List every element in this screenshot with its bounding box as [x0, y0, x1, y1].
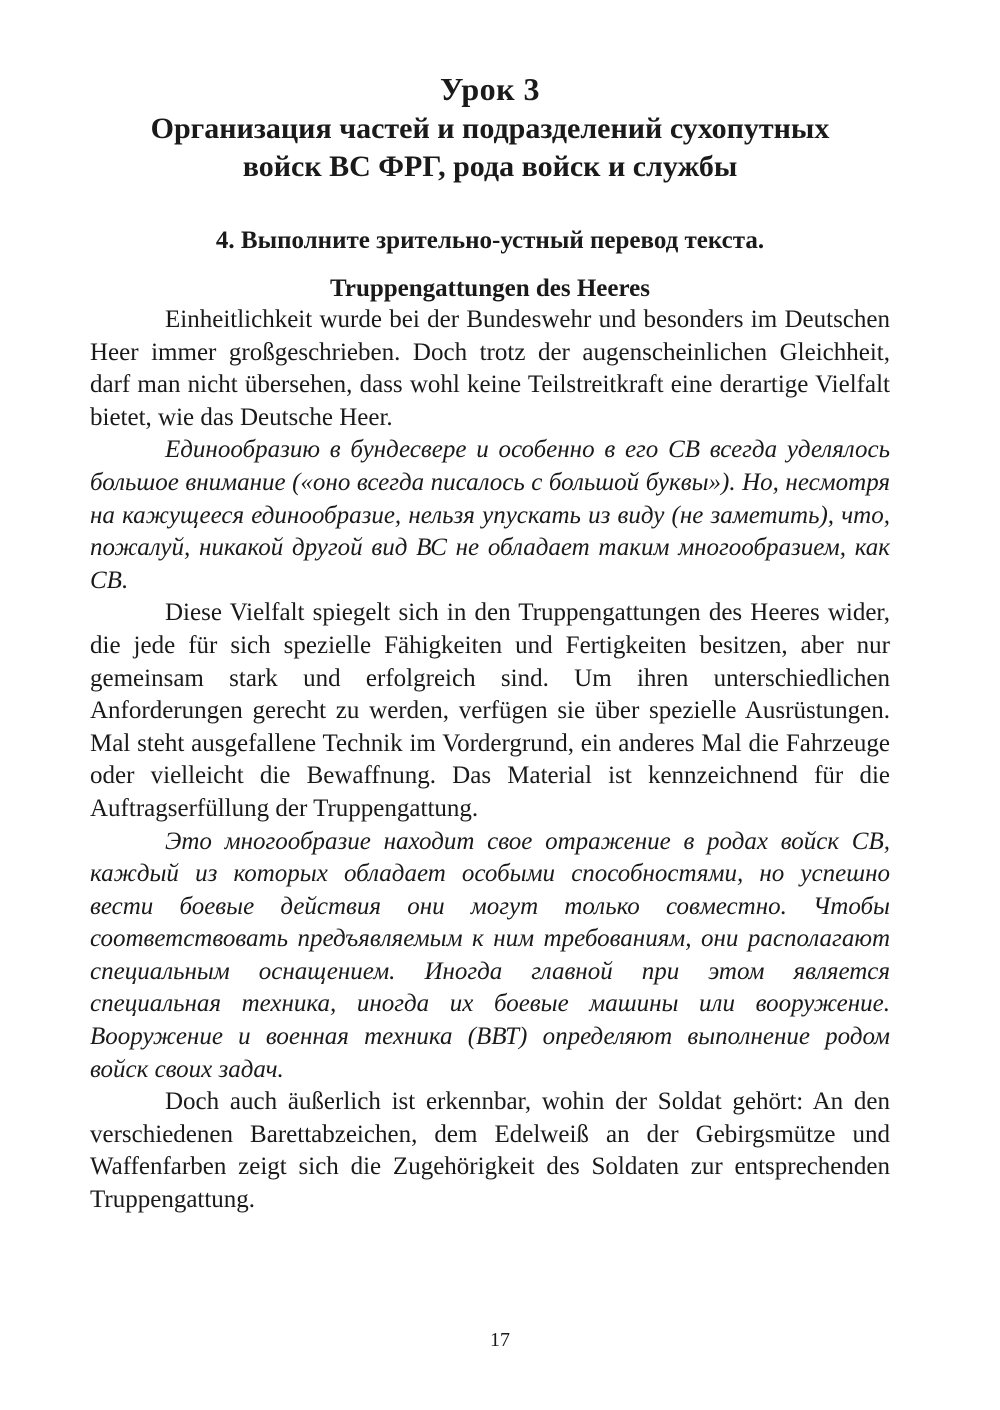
lesson-number: Урок 3 [439, 71, 541, 107]
page-content [90, 70, 890, 1217]
lesson-title-line-1: Организация частей и подразделений сухопутных [150, 112, 830, 145]
paragraph-german-2: Diese Vielfalt spiegelt sich in den Truppengattungen des Heeres wider, die jede für sich spezielle Fähigkeiten und Fertigkeiten besitzen, aber nur gemeinsam stark und erfolgreich sind. Um ihren unterschiedlichen Anforderungen gerecht zu werden, verfügen sie über spezielle Ausrüstungen. Mal steht ausgefallene Technik im Vordergrund, ein anderes Mal die Fahrzeuge oder vielleicht die Bewaffnung. Das Material ist kennzeichnend für die Auftragserfüllung der Truppengattung. [90, 599, 890, 822]
paragraph-german-1: Einheitlichkeit wurde bei der Bundeswehr und besonders im Deutschen Heer immer großgeschrieben. Doch trotz der augenscheinlichen Gleichheit, darf man nicht übersehen, dass wohl keine Teilstreitkraft eine derartige Vielfalt bietet, wie das Deutsche Heer. [90, 306, 890, 431]
paragraph-russian-1: Единообразию в бундесвере и особенно в его СВ всегда уделялось большое внимание («оно всегда писалось с большой буквы»). Но, несмотря на кажущееся единообразие, нельзя упускать из виду (не заметить), что, пожалуй, никакой другой вид ВС не обладает таким многообразием, как СВ. [90, 436, 890, 594]
page-number: 17 [490, 1329, 510, 1351]
task-instruction: 4. Выполните зрительно-устный перевод текста. [215, 227, 765, 254]
paragraph-russian-2: Это многообразие находит свое отражение в родах войск СВ, каждый из которых обладает особыми способностями, но успешно вести боевые действия они могут только совместно. Чтобы соответствовать предъявляемым к ним требованиям, они располагают специальным оснащением. Иногда главной при этом является специальная техника, иногда их боевые машины или вооружение. Вооружение и военная техника (ВВТ) определяют выполнение родом войск своих задач. [90, 827, 890, 1083]
text-title: Truppengattungen des Heeres [330, 275, 650, 302]
lesson-title [90, 110, 890, 186]
lesson-title-line-2: войск ВС ФРГ, рода войск и службы [242, 150, 738, 183]
paragraph-german-3: Doch auch äußerlich ist erkennbar, wohin der Soldat gehört: An den verschiedenen Barettabzeichen, dem Edelweiß an der Gebirgsmütze und Waffenfarben zeigt sich die Zugehörigkeit des Soldaten zur entsprechenden Truppengattung. [90, 1088, 890, 1214]
